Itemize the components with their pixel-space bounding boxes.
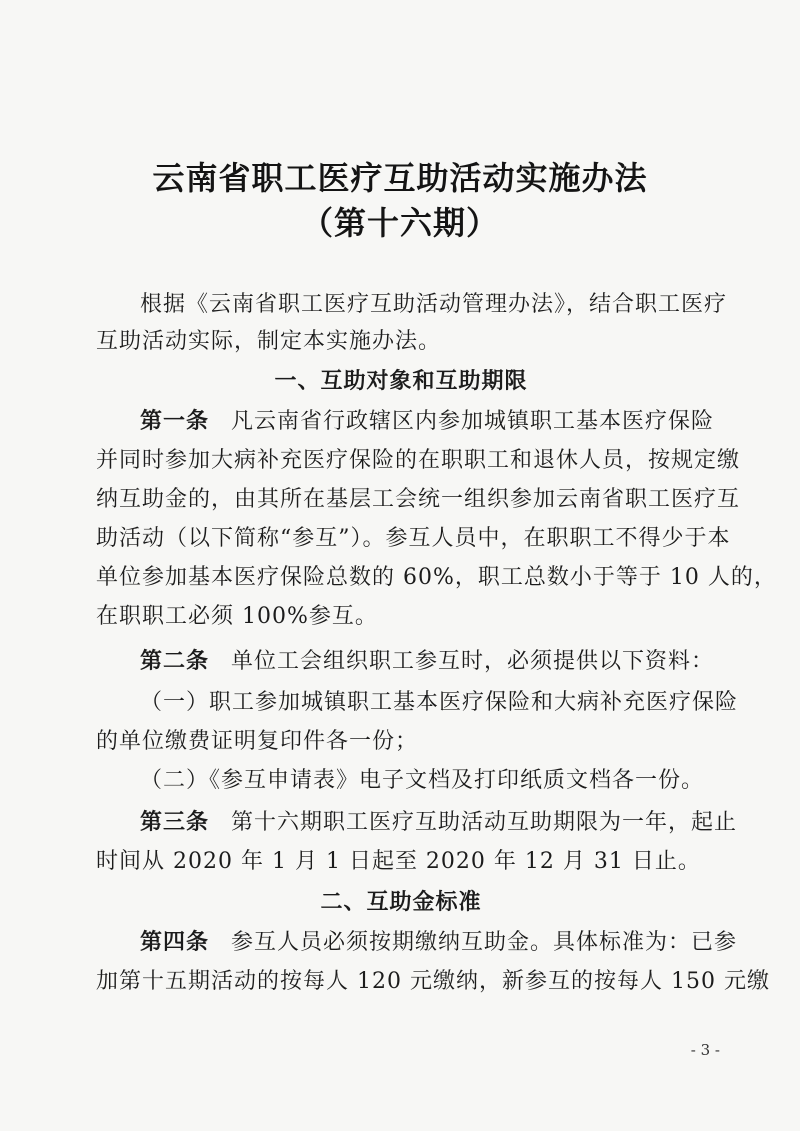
article-text: 凡云南省行政辖区内参加城镇职工基本医疗保险 xyxy=(231,409,715,434)
article-line: 并同时参加大病补充医疗保险的在职职工和退休人员，按规定缴 xyxy=(96,448,741,473)
article-line xyxy=(140,928,738,958)
section-heading: 二、互助金标准 xyxy=(320,890,482,915)
article-line: 纳互助金的，由其所在基层工会统一组织参加云南省职工医疗互 xyxy=(96,487,741,512)
article-line: （一）职工参加城镇职工基本医疗保险和大病补充医疗保险 xyxy=(140,690,739,715)
article-line: （二）《参互申请表》电子文档及打印纸质文档各一份。 xyxy=(140,768,705,793)
article-label: 第四条 xyxy=(140,930,210,955)
article-line: 的单位缴费证明复印件各一份； xyxy=(96,729,419,754)
intro-line: 根据《云南省职工医疗互助活动管理办法》，结合职工医疗 xyxy=(140,292,728,317)
section-heading: 一、互助对象和互助期限 xyxy=(274,369,528,394)
page-number: - 3 - xyxy=(690,1041,720,1059)
article-line: 助活动（以下简称“参互”）。参互人员中，在职职工不得少于本 xyxy=(96,526,731,551)
article-label: 第一条 xyxy=(140,409,210,434)
article-text: 第十六期职工医疗互助活动互助期限为一年，起止 xyxy=(231,810,738,835)
article-line: 在职职工必须 100%参互。 xyxy=(96,604,378,629)
article-line: 单位参加基本医疗保险总数的 60%，职工总数小于等于 10 人的， xyxy=(96,565,777,590)
intro-line: 互助活动实际，制定本实施办法。 xyxy=(96,329,442,354)
document-title: 云南省职工医疗互助活动实施办法 xyxy=(152,159,648,197)
article-line: 时间从 2020 年 1 月 1 日起至 2020 年 12 月 31 日止。 xyxy=(96,849,701,874)
article-label: 第二条 xyxy=(140,649,210,674)
document-subtitle: （第十六期） xyxy=(300,204,499,242)
article-line: 加第十五期活动的按每人 120 元缴纳，新参互的按每人 150 元缴 xyxy=(96,969,770,994)
article-text: 参互人员必须按期缴纳互助金。具体标准为：已参 xyxy=(231,930,738,955)
article-label: 第三条 xyxy=(140,810,210,835)
article-line xyxy=(140,808,738,838)
article-text: 单位工会组织职工参互时，必须提供以下资料： xyxy=(231,649,715,674)
article-line xyxy=(140,407,715,437)
article-line xyxy=(140,647,715,677)
